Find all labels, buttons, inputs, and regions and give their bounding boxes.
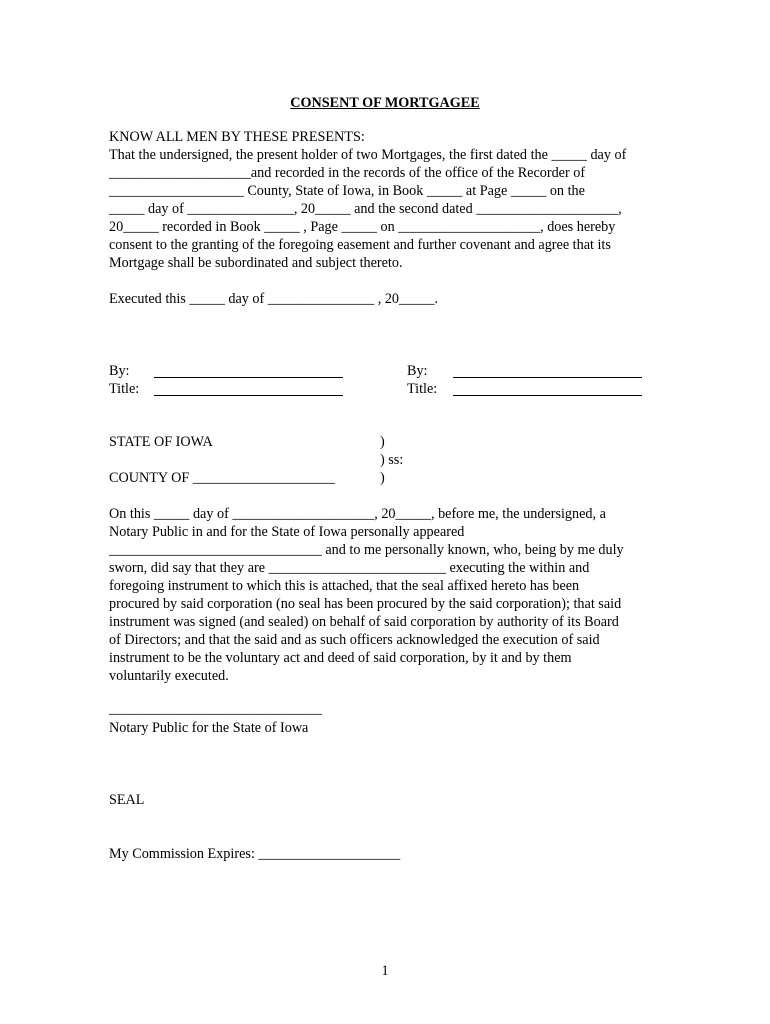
notary-line: ______________________________ and to me personally known, who, being by me duly (109, 542, 624, 558)
notary-line: foregoing instrument to which this is attached, that the seal affixed hereto has been (109, 578, 580, 594)
title-signature-line-left (154, 395, 343, 396)
title-signature-line-right (453, 395, 642, 396)
intro-heading: KNOW ALL MEN BY THESE PRESENTS: (109, 129, 365, 145)
notary-caption: Notary Public for the State of Iowa (109, 720, 309, 736)
venue-state: STATE OF IOWA (109, 434, 213, 450)
intro-line: ____________________and recorded in the records of the office of the Recorder of (109, 165, 586, 181)
intro-line: 20_____ recorded in Book _____ , Page _____ on ____________________, does hereby (109, 219, 616, 235)
intro-paragraph (109, 128, 689, 272)
notary-line: procured by said corporation (no seal has been procured by the said corporation); that said (109, 596, 622, 612)
notary-line: instrument was signed (and sealed) on behalf of said corporation by authority of its Board (109, 614, 619, 630)
notary-line: Notary Public in and for the State of Iowa personally appeared (109, 524, 465, 540)
by-label-right: By: (407, 363, 428, 379)
notary-signature-line: ______________________________ (109, 701, 322, 717)
seal-label: SEAL (109, 792, 145, 808)
by-signature-line-left (154, 377, 343, 378)
intro-line: Mortgage shall be subordinated and subject thereto. (109, 255, 403, 271)
notary-line: On this _____ day of ____________________, 20_____, before me, the undersigned, a (109, 506, 606, 522)
intro-line: ___________________ County, State of Iowa, in Book _____ at Page _____ on the (109, 183, 585, 199)
notary-line: voluntarily executed. (109, 668, 229, 684)
commission-expires: My Commission Expires: ____________________ (109, 846, 401, 862)
page-number: 1 (381, 963, 389, 979)
venue-ss: ) ss: (380, 452, 404, 468)
venue-county: COUNTY OF ____________________ (109, 470, 335, 486)
notary-line: sworn, did say that they are _________________________ executing the within and (109, 560, 590, 576)
document-title: CONSENT OF MORTGAGEE (290, 95, 480, 111)
intro-line: That the undersigned, the present holder of two Mortgages, the first dated the _____ day of (109, 147, 627, 163)
by-label-left: By: (109, 363, 130, 379)
by-signature-line-right (453, 377, 642, 378)
notary-line: of Directors; and that the said and as such officers acknowledged the execution of said (109, 632, 600, 648)
notary-line: instrument to be the voluntary act and deed of said corporation, by it and by them (109, 650, 572, 666)
executed-line: Executed this _____ day of _______________ , 20_____. (109, 291, 439, 307)
notary-paragraph (109, 505, 689, 685)
title-label-right: Title: (407, 381, 438, 397)
intro-line: _____ day of _______________, 20_____ and the second dated ____________________, (109, 201, 622, 217)
title-label-left: Title: (109, 381, 140, 397)
venue-paren: ) (380, 434, 385, 450)
intro-line: consent to the granting of the foregoing easement and further covenant and agree that its (109, 237, 611, 253)
venue-paren: ) (380, 470, 385, 486)
